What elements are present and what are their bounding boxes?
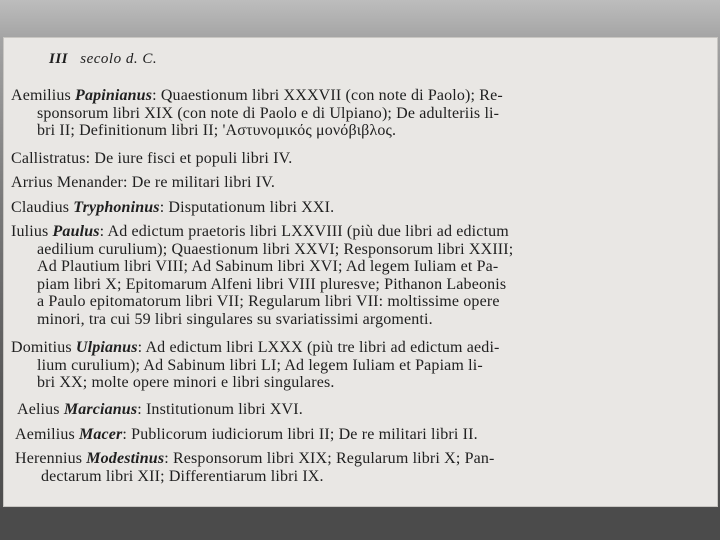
entry-text: Callistratus: De iure fisci et populi libri IV. <box>11 150 293 167</box>
jurist-cognomen: Tryphoninus <box>73 199 160 216</box>
jurist-name: Aelius <box>17 401 64 418</box>
jurist-cognomen: Modestinus <box>86 450 165 467</box>
century-subtitle: secolo d. C. <box>80 51 158 67</box>
works-text: : Disputationum libri XXI. <box>159 199 335 216</box>
continuation-line: bri II; Definitionum libri II; 'Αστυνομικός μονόβιβλος. <box>37 122 397 139</box>
jurist-cognomen: Papinianus <box>75 87 153 104</box>
entry-callistratus <box>11 150 292 168</box>
continuation-line: Ad Plautium libri VIII; Ad Sabinum libri XVI; Ad legem Iuliam et Pa- <box>37 258 499 275</box>
bottom-bar <box>0 508 720 540</box>
continuation-line: bri XX; molte opere minori e libri singulares. <box>37 374 335 391</box>
continuation-line: lium curulium); Ad Sabinum libri LI; Ad legem Iuliam et Papiam li- <box>37 356 483 374</box>
works-text: : Responsorum libri XIX; Regularum libri X; Pan- <box>164 450 495 467</box>
century-number: III <box>49 51 69 67</box>
jurist-cognomen: Ulpianus <box>75 339 138 356</box>
jurist-name: Aemilius <box>15 426 80 443</box>
entry-macer <box>15 426 478 444</box>
jurist-cognomen: Marcianus <box>63 401 138 418</box>
entry-paulus <box>11 223 513 328</box>
entry-papinianus <box>11 87 503 140</box>
entry-tryphoninus <box>11 199 334 217</box>
section-heading <box>49 51 157 68</box>
continuation-line: aedilium curulium); Quaestionum libri XXVI; Responsorum libri XXIII; <box>37 240 514 258</box>
entry-text: Arrius Menander: De re militari libri IV. <box>11 174 276 191</box>
continuation-line: a Paulo epitomatorum libri VII; Regularum libri VII: moltissime opere <box>37 293 500 310</box>
entry-marcianus <box>17 401 303 419</box>
jurist-name: Iulius <box>11 223 53 240</box>
works-text: : Ad edictum praetoris libri LXXVIII (più due libri ad edictum <box>99 223 509 240</box>
jurist-name: Domitius <box>11 339 76 356</box>
works-text: : Publicorum iudiciorum libri II; De re militari libri II. <box>122 426 478 443</box>
continuation-line: dectarum libri XII; Differentiarum libri IX. <box>41 467 324 485</box>
jurist-name: Herennius <box>15 450 87 467</box>
works-text: : Quaestionum libri XXXVII (con note di Paolo); Re- <box>152 87 503 104</box>
entry-modestinus <box>15 450 495 485</box>
continuation-line: minori, tra cui 59 libri singulares su svariatissimi argomenti. <box>37 310 433 328</box>
entry-ulpianus <box>11 339 500 392</box>
jurist-name: Claudius <box>11 199 74 216</box>
jurist-name: Aemilius <box>11 87 76 104</box>
entry-menander <box>11 174 275 192</box>
jurist-cognomen: Macer <box>79 426 123 443</box>
works-text: : Ad edictum libri LXXX (più tre libri ad edictum aedi- <box>137 339 500 356</box>
continuation-line: piam libri X; Epitomarum Alfeni libri VIII pluresve; Pithanon Labeonis <box>37 275 507 293</box>
works-text: : Institutionum libri XVI. <box>137 401 303 418</box>
continuation-line: sponsorum libri XIX (con note di Paolo e di Ulpiano); De adulteriis li- <box>37 104 500 122</box>
jurist-cognomen: Paulus <box>52 223 100 240</box>
scanned-page <box>3 37 718 507</box>
